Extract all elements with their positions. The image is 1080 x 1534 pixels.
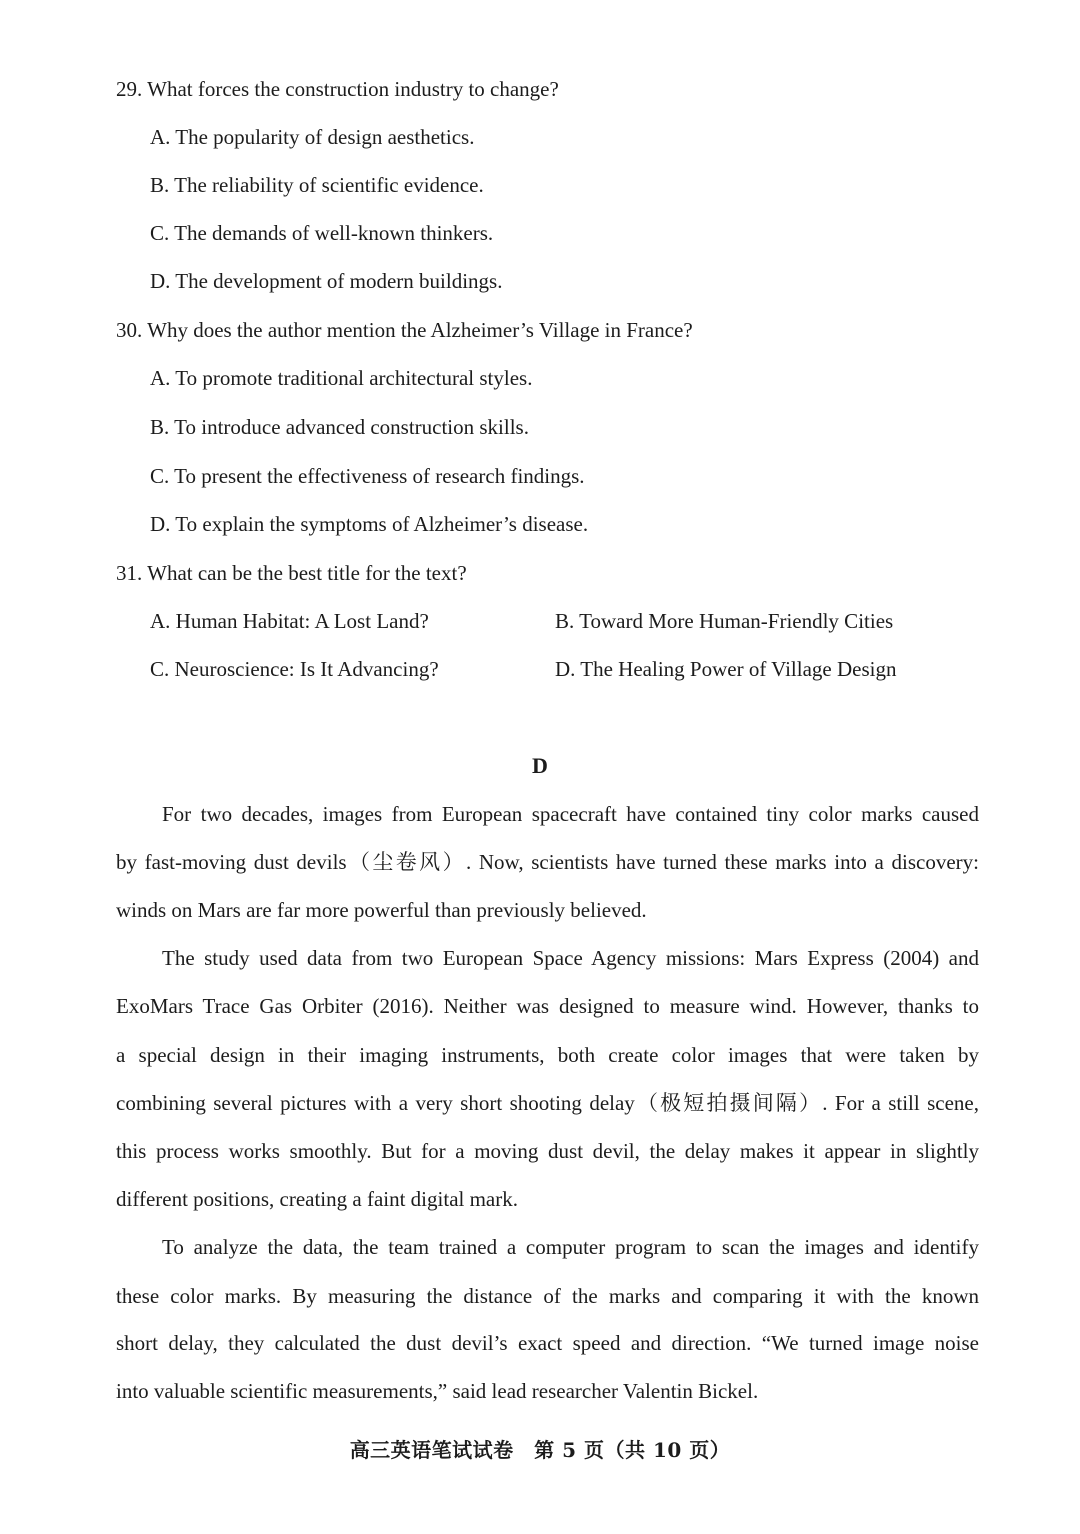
question-30-option-c: C. To present the effectiveness of research findings.: [150, 464, 585, 488]
page-footer: 高三英语笔试试卷 第 5 页（共 10 页）: [349, 1438, 731, 1462]
passage-line-5: ExoMars Trace Gas Orbiter (2016). Neither was designed to measure wind. However, thanks to: [116, 994, 979, 1018]
passage-line-10: To analyze the data, the team trained a computer program to scan the images and identify: [162, 1235, 979, 1259]
question-29-stem: 29. What forces the construction industry to change?: [116, 77, 559, 101]
question-31-option-a: A. Human Habitat: A Lost Land?: [150, 609, 429, 633]
passage-line-3: winds on Mars are far more powerful than previously believed.: [116, 898, 647, 922]
question-30-option-b: B. To introduce advanced construction skills.: [150, 415, 529, 439]
question-31-option-c: C. Neuroscience: Is It Advancing?: [150, 657, 439, 681]
question-29-option-d: D. The development of modern buildings.: [150, 269, 503, 293]
passage-line-11: these color marks. By measuring the distance of the marks and comparing it with the known: [116, 1284, 979, 1308]
question-31-option-b: B. Toward More Human-Friendly Cities: [555, 609, 894, 633]
passage-line-7: combining several pictures with a very short shooting delay（极短拍摄间隔）. For a still scene,: [116, 1091, 979, 1115]
passage-line-1: For two decades, images from European spacecraft have contained tiny color marks caused: [162, 802, 979, 826]
question-29-option-a: A. The popularity of design aesthetics.: [150, 125, 475, 149]
question-30-option-a: A. To promote traditional architectural styles.: [150, 366, 533, 390]
passage-line-13: into valuable scientific measurements,” said lead researcher Valentin Bickel.: [116, 1379, 759, 1403]
question-29-option-c: C. The demands of well-known thinkers.: [150, 221, 494, 245]
passage-heading: D: [532, 753, 548, 778]
question-30-option-d: D. To explain the symptoms of Alzheimer’s disease.: [150, 512, 589, 536]
passage-line-2: by fast-moving dust devils（尘卷风）. Now, scientists have turned these marks into a discovery:: [116, 850, 979, 874]
passage-line-6: a special design in their imaging instruments, both create color images that were taken by: [116, 1043, 979, 1067]
question-31-stem: 31. What can be the best title for the text?: [116, 561, 467, 585]
passage-line-4: The study used data from two European Space Agency missions: Mars Express (2004) and: [162, 946, 979, 970]
question-30-stem: 30. Why does the author mention the Alzheimer’s Village in France?: [116, 318, 693, 342]
passage-line-12: short delay, they calculated the dust devil’s exact speed and direction. “We turned image noise: [116, 1331, 979, 1355]
passage-line-8: this process works smoothly. But for a moving dust devil, the delay makes it appear in slightly: [116, 1139, 979, 1163]
question-31-option-d: D. The Healing Power of Village Design: [555, 657, 897, 681]
passage-line-9: different positions, creating a faint digital mark.: [116, 1187, 518, 1211]
question-29-option-b: B. The reliability of scientific evidence.: [150, 173, 484, 197]
